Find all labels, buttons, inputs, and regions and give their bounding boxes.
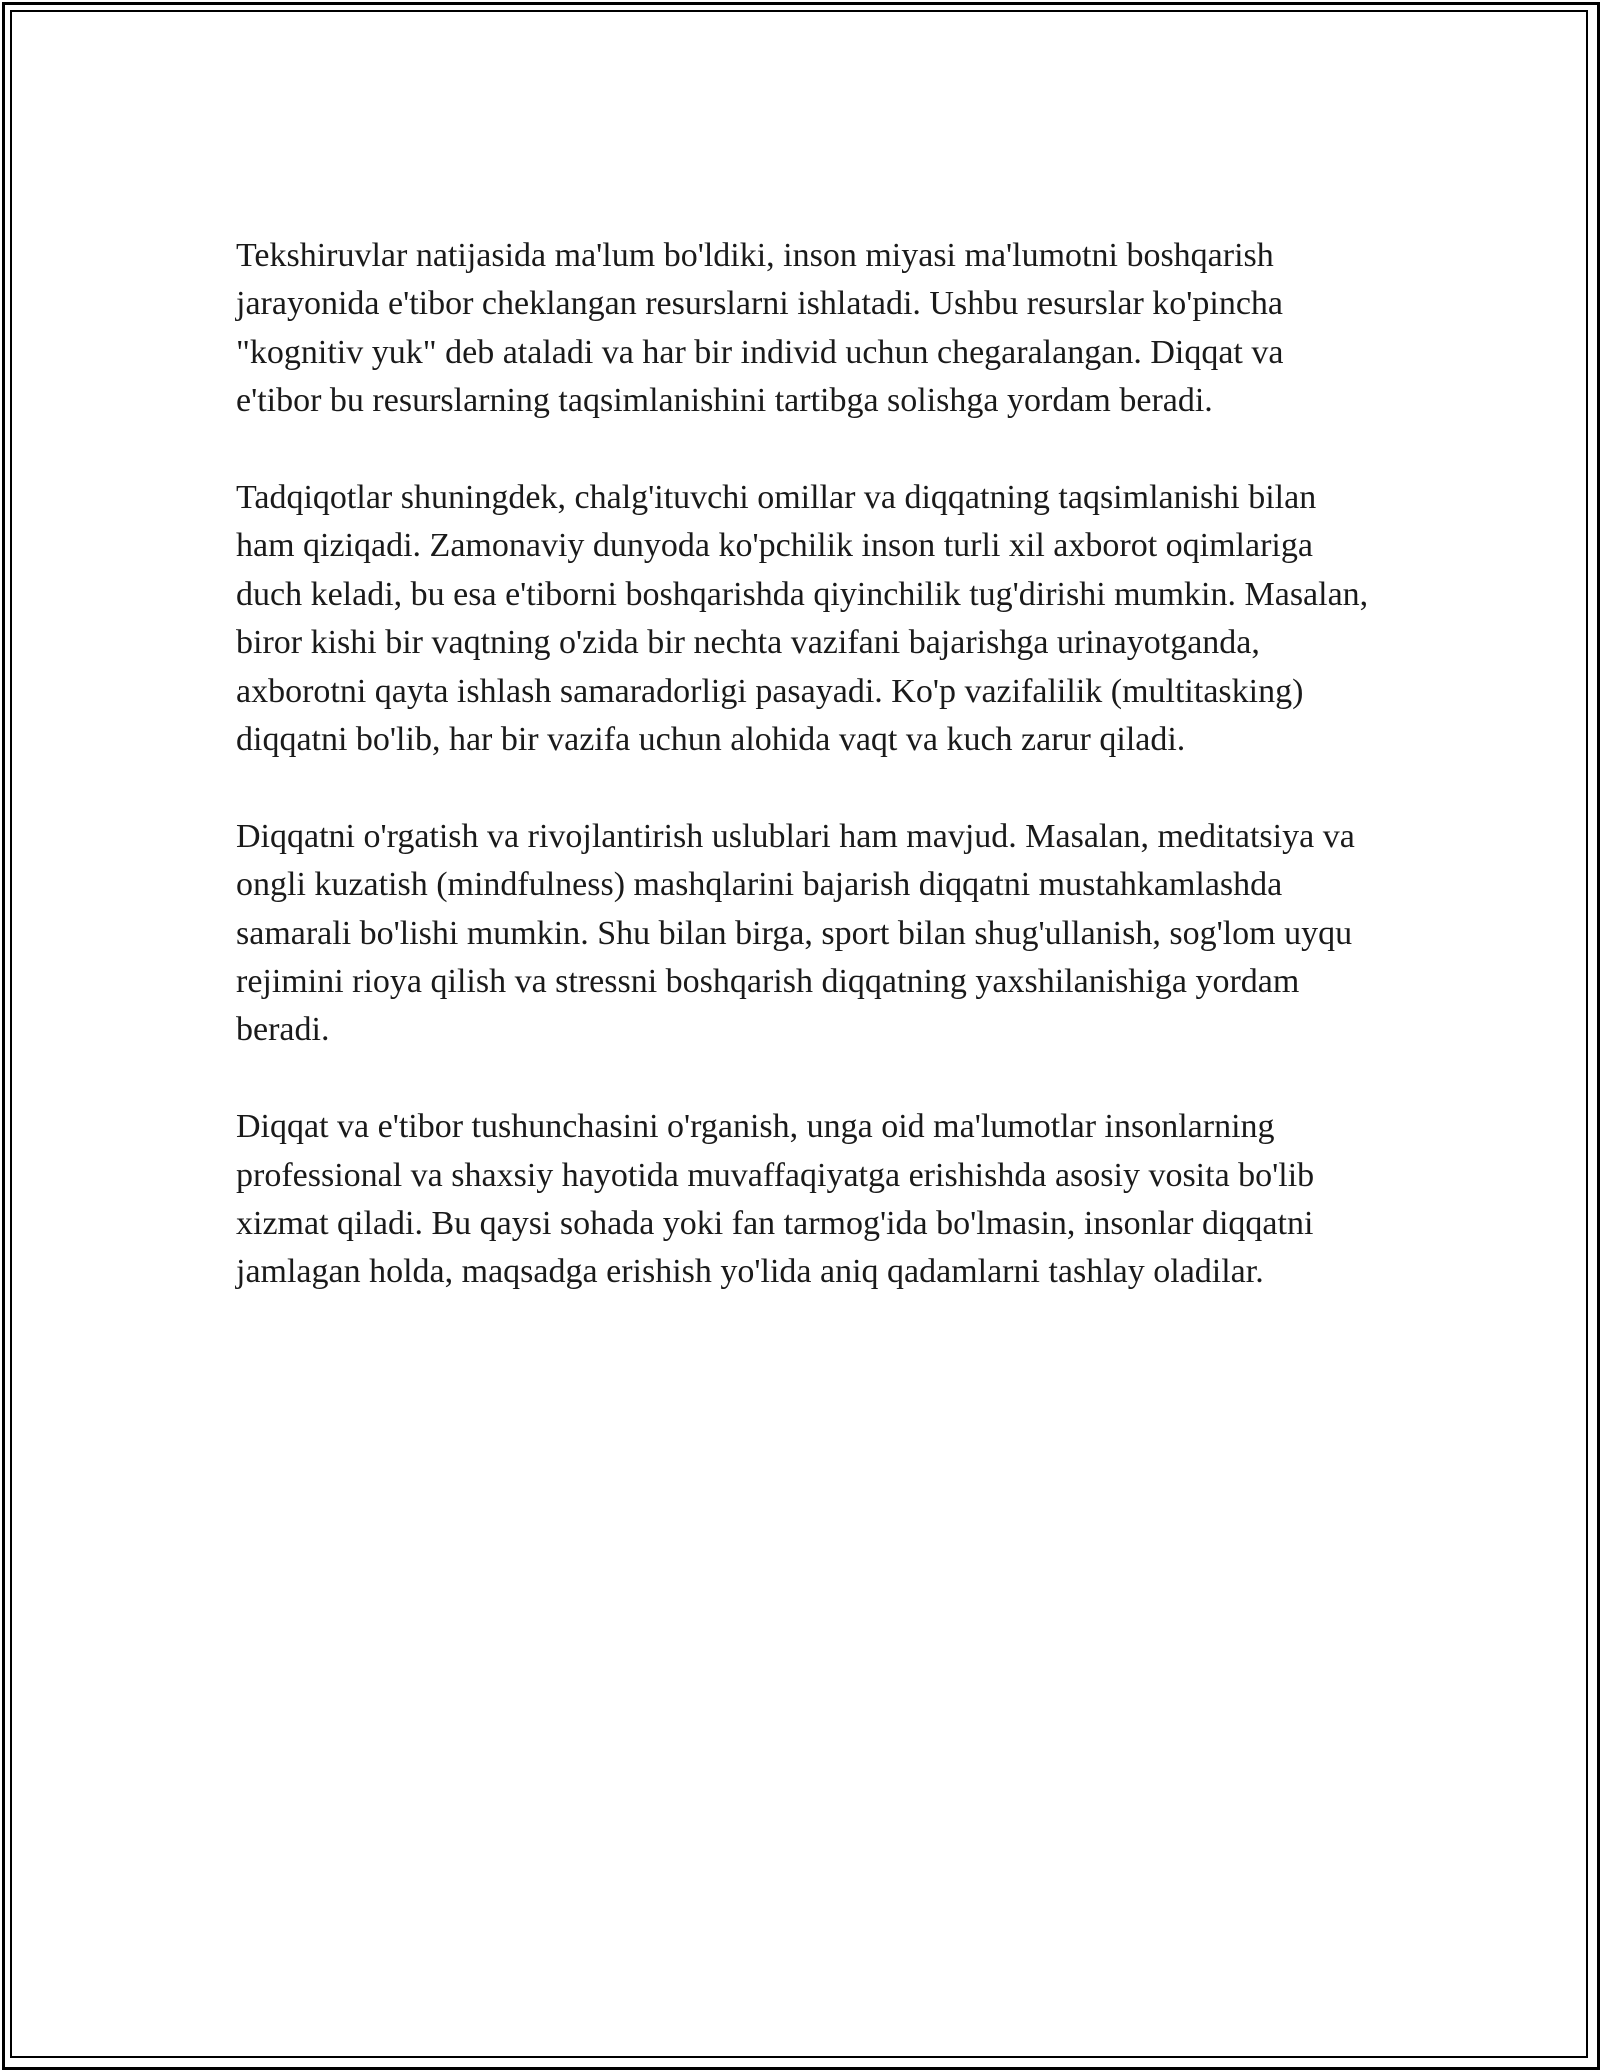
paragraph-4: Diqqat va e'tibor tushunchasini o'rganish, unga oid ma'lumotlar insonlarning professional va shaxsiy hayotida muvaffaqiyatga erishishda asosiy vosita bo'lib xizmat qiladi. Bu qaysi sohada yoki fan tarmog'ida bo'lmasin, insonlar diqqatni jamlagan holda, maqsadga erishish yo'lida aniq qadamlarni tashlay oladilar. [236,1108,1315,1291]
paragraph-2: Tadqiqotlar shuningdek, chalg'ituvchi omillar va diqqatning taqsimlanishi bilan ham qiziqadi. Zamonaviy dunyoda ko'pchilik inson turli xil axborot oqimlariga duch keladi, bu esa e'tiborni boshqarishda qiyinchilik tug'dirishi mumkin. Masalan, biror kishi bir vaqtning o'zida bir nechta vazifani bajarishga urinayotganda, axborotni qayta ishlash samaradorligi pasayadi. Ko'p vazifalilik (multitasking) diqqatni bo'lib, har bir vazifa uchun alohida vaqt va kuch zarur qiladi. [236,479,1369,759]
document-body [236,232,1376,1345]
paragraph-3: Diqqatni o'rgatish va rivojlantirish uslublari ham mavjud. Masalan, meditatsiya va ongli kuzatish (mindfulness) mashqlarini bajarish diqqatni mustahkamlashda samarali bo'lishi mumkin. Shu bilan birga, sport bilan shug'ullanish, sog'lom uyqu rejimini rioya qilish va stressni boshqarish diqqatning yaxshilanishiga yordam beradi. [236,817,1355,1049]
paragraph-1: Tekshiruvlar natijasida ma'lum bo'ldiki, inson miyasi ma'lumotni boshqarish jarayonida e'tibor cheklangan resurslarni ishlatadi. Ushbu resurslar ko'pincha "kognitiv yuk" deb ataladi va har bir individ uchun chegaralangan. Diqqat va e'tibor bu resurslarning taqsimlanishini tartibga solishga yordam beradi. [236,237,1284,420]
